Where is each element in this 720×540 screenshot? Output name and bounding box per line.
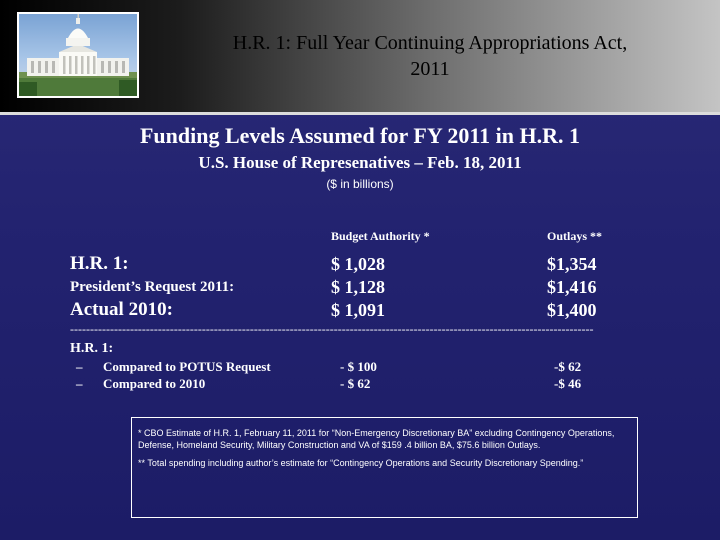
column-header-budget-authority: Budget Authority *: [331, 229, 430, 243]
column-header-outlays: Outlays **: [547, 229, 603, 243]
header-bar: [0, 0, 720, 112]
header-title-line1: H.R. 1: Full Year Continuing Appropriations Act,: [232, 32, 628, 54]
row-presidents-request-outlays: $1,416: [547, 277, 597, 297]
footnote-box: [131, 417, 638, 518]
comparison-potus-outlays: -$ 62: [554, 359, 582, 374]
units-label: ($ in billions): [326, 177, 394, 191]
row-label-actual-2010: Actual 2010:: [70, 299, 173, 320]
comparison-heading: H.R. 1:: [70, 341, 114, 356]
row-actual-2010-outlays: $1,400: [547, 300, 597, 320]
comparison-potus-budget: - $ 100: [340, 359, 377, 374]
comparison-2010-budget: - $ 62: [340, 376, 371, 391]
row-actual-2010-budget: $ 1,091: [331, 300, 385, 320]
dashed-divider: -----------------------------------------------------------------------------------------------------------------------------------: [70, 322, 594, 336]
row-hr1-outlays: $1,354: [547, 254, 597, 274]
header-title-line2: 2011: [410, 58, 450, 80]
comparison-label-2010: Compared to 2010: [103, 376, 206, 391]
row-presidents-request-budget: $ 1,128: [331, 277, 385, 297]
comparison-bullet-2: –: [76, 376, 83, 391]
comparison-label-potus: Compared to POTUS Request: [103, 359, 271, 374]
comparison-bullet-1: –: [76, 359, 83, 374]
slide-title: Funding Levels Assumed for FY 2011 in H.R. 1: [139, 123, 581, 148]
header-divider: [0, 112, 720, 115]
row-label-presidents-request: President’s Request 2011:: [70, 279, 235, 295]
row-hr1-budget: $ 1,028: [331, 254, 385, 274]
footnote-total-spending: ** Total spending including author’s estimate for “Contingency Operations and Security Discretionary Spending.”: [138, 458, 584, 468]
footnote-cbo-estimate: * CBO Estimate of H.R. 1, February 11, 2011 for “Non-Emergency Discretionary BA” excluding Contingency Operations, Defense, Homeland Security, Military Construction and VA of $159 .4 billion BA, $75.6 billion Outlays.: [138, 428, 615, 450]
comparison-2010-outlays: -$ 46: [554, 376, 582, 391]
capitol-building-icon: [17, 12, 139, 98]
row-label-hr1: H.R. 1:: [70, 253, 129, 274]
slide-subtitle: U.S. House of Represenatives – Feb. 18, 2011: [198, 153, 522, 172]
header-title: [160, 30, 700, 82]
